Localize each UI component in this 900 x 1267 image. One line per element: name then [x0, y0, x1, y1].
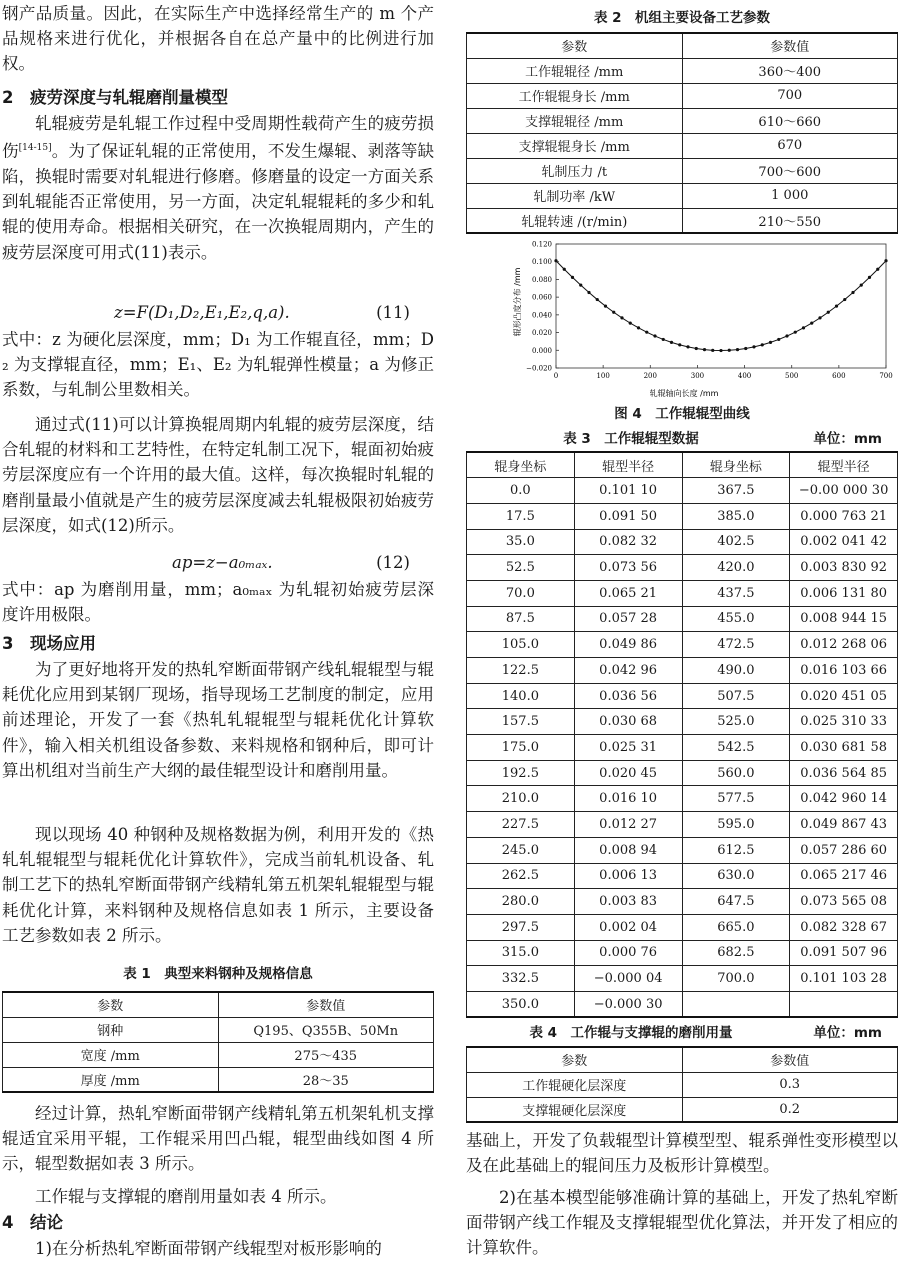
table-cell: 0.002 041 42: [790, 529, 898, 555]
table-header-cell: 参数: [3, 992, 219, 1017]
table-cell: 工作辊辊身长 /mm: [467, 83, 683, 108]
data-point: [596, 298, 599, 301]
table-cell: 157.5: [467, 709, 575, 735]
table-row: [3, 1067, 434, 1092]
data-point: [587, 291, 590, 294]
data-point: [835, 305, 838, 308]
data-point: [851, 291, 854, 294]
data-point: [645, 331, 648, 334]
data-point: [802, 326, 805, 329]
x-tick-label: 400: [737, 372, 752, 380]
table-cell: 0.012 268 06: [790, 632, 898, 658]
table-3-caption: 表 3 工作辊辊型数据: [563, 431, 699, 447]
table-cell: 0.057 286 60: [790, 837, 898, 863]
data-point: [653, 334, 656, 337]
table-cell: 472.5: [682, 632, 790, 658]
table-cell: 0.008 94: [574, 837, 682, 863]
data-point: [637, 326, 640, 329]
table-1-caption: 表 1 典型来料钢种及规格信息: [123, 966, 313, 982]
table-cell: 0.065 21: [574, 580, 682, 606]
data-point: [703, 348, 706, 351]
table-row: [467, 837, 898, 863]
table-row: [467, 83, 898, 108]
table-2: [466, 32, 898, 234]
data-point: [818, 316, 821, 319]
data-point: [620, 316, 623, 319]
table-row: [467, 914, 898, 940]
table-3-caption-row: [466, 427, 898, 447]
table-cell: 0.003 83: [574, 889, 682, 915]
table-cell: 0.030 68: [574, 709, 682, 735]
data-point: [794, 331, 797, 334]
table-4-unit: 单位：mm: [813, 1025, 882, 1041]
table-cell: Q195、Q355B、50Mn: [218, 1017, 434, 1042]
table-header-cell: 参数值: [682, 1047, 898, 1072]
table-cell: 0.025 310 33: [790, 709, 898, 735]
table-cell: 0.008 944 15: [790, 606, 898, 632]
table-cell: 210.0: [467, 786, 575, 812]
paragraph: 经过计算，热轧窄断面带钢产线精轧第五机架轧机支撑辊适宜采用平辊，工作辊采用凹凸辊，辊型曲线如图 4 所示，辊型数据如表 3 所示。: [2, 1104, 434, 1174]
y-tick-label: −0.020: [526, 364, 552, 373]
table-cell: 0.036 56: [574, 683, 682, 709]
table-cell: −0.000 30: [574, 991, 682, 1017]
section-heading-4: 4 结论: [2, 1213, 63, 1232]
table-cell: 490.0: [682, 658, 790, 684]
table-cell: 轧辊转速 /(r/min): [467, 208, 683, 233]
data-point: [884, 259, 887, 262]
formula-number: (12): [376, 553, 410, 572]
section-heading-2: 2 疲劳深度与轧辊磨削量模型: [2, 88, 228, 107]
data-point: [612, 311, 615, 314]
table-cell: −0.00 000 30: [790, 478, 898, 504]
table-row: [467, 966, 898, 992]
table-cell: 670: [682, 133, 898, 158]
data-point: [686, 345, 689, 348]
table-row: [467, 580, 898, 606]
table-cell: 宽度 /mm: [3, 1042, 219, 1067]
table-row: [467, 991, 898, 1017]
data-point: [860, 284, 863, 287]
data-point: [629, 322, 632, 325]
table-header-row: [467, 1047, 898, 1072]
data-point: [719, 349, 722, 352]
table-row: [467, 940, 898, 966]
table-row: [467, 735, 898, 761]
table-cell: 367.5: [682, 478, 790, 504]
data-point: [785, 334, 788, 337]
table-cell: 245.0: [467, 837, 575, 863]
paragraph: [2, 111, 434, 265]
data-point: [777, 338, 780, 341]
table-cell: 0.030 681 58: [790, 735, 898, 761]
table-cell: 0.042 96: [574, 658, 682, 684]
table-cell: 0.082 328 67: [790, 914, 898, 940]
table-cell: 支撑辊辊身长 /mm: [467, 133, 683, 158]
table-cell: 0.091 507 96: [790, 940, 898, 966]
table-cell: 28～35: [218, 1067, 434, 1092]
chart-ylabel: 辊形凸度分布 /mm: [513, 267, 522, 337]
table-cell: 682.5: [682, 940, 790, 966]
chart-xlabel: 轧辊轴向长度 /mm: [649, 389, 719, 398]
paragraph: 基础上，开发了负载辊型计算模型型、辊系弹性变形模型以及在此基础上的辊间压力及板形计算模型。: [466, 1131, 898, 1176]
y-tick-label: 0.120: [531, 240, 552, 249]
table-cell: 280.0: [467, 889, 575, 915]
table-row: [467, 606, 898, 632]
data-point: [728, 349, 731, 352]
data-point: [571, 276, 574, 279]
table-cell: 工作辊辊径 /mm: [467, 58, 683, 83]
chart-series: [554, 259, 887, 352]
table-cell: 0.057 28: [574, 606, 682, 632]
data-point: [843, 298, 846, 301]
table-cell: 0.042 960 14: [790, 786, 898, 812]
table-cell: 192.5: [467, 760, 575, 786]
table-cell: 332.5: [467, 966, 575, 992]
table-cell: 87.5: [467, 606, 575, 632]
table-header-cell: 辊型半径: [574, 452, 682, 478]
paragraph: 现以现场 40 种钢种及规格数据为例，利用开发的《热轧轧辊辊型与辊耗优化计算软件》，完成当前轧机设备、轧制工艺下的热轧窄断面带钢产线精轧第五机架轧辊辊型与辊耗优化计算，来料钢种及规格信息如表 1 所示，主要设备工艺参数如表 2 所示。: [2, 825, 434, 945]
formula-11: [2, 300, 434, 325]
data-point: [662, 338, 665, 341]
table-cell: 轧制压力 /t: [467, 158, 683, 183]
data-point: [736, 348, 739, 351]
table-cell: 钢种: [3, 1017, 219, 1042]
x-tick-label: 0: [553, 372, 559, 380]
table-row: [467, 658, 898, 684]
table-cell: 0.006 13: [574, 863, 682, 889]
table-cell: 297.5: [467, 914, 575, 940]
table-row: [467, 786, 898, 812]
table-row: [467, 863, 898, 889]
table-cell: 210～550: [682, 208, 898, 233]
table-header-cell: 参数: [467, 1047, 683, 1072]
chart-axes: [526, 241, 893, 381]
table-cell: 0.091 50: [574, 503, 682, 529]
table-4: [466, 1046, 898, 1123]
table-cell: 630.0: [682, 863, 790, 889]
table-row: [467, 108, 898, 133]
formula-expression: ap=z−a₀ₘₐₓ.: [172, 553, 273, 572]
paragraph: 工作辊与支撑辊的磨削用量如表 4 所示。: [35, 1187, 337, 1206]
table-cell: 402.5: [682, 529, 790, 555]
paragraph: 式中：ap 为磨削用量，mm；a₀ₘₐₓ 为轧辊初始疲劳层深度许用极限。: [2, 580, 434, 625]
table-row: [467, 183, 898, 208]
data-point: [827, 311, 830, 314]
table-cell: 17.5: [467, 503, 575, 529]
table-cell: 122.5: [467, 658, 575, 684]
table-cell: 0.000 763 21: [790, 503, 898, 529]
table-cell: 支撑辊辊径 /mm: [467, 108, 683, 133]
paragraph: 式中：z 为硬化层深度，mm；D₁ 为工作辊直径，mm；D₂ 为支撑辊直径，mm；E₁、E₂ 为轧辊弹性模量；a 为修正系数，与轧制公里数相关。: [2, 330, 434, 400]
table-cell: 0.049 867 43: [790, 812, 898, 838]
table-header-cell: 辊身坐标: [682, 452, 790, 478]
paragraph: 2)在基本模型能够准确计算的基础上，开发了热轧窄断面带钢产线工作辊及支撑辊辊型优化算法，并开发了相应的计算软件。: [466, 1188, 898, 1258]
table-cell: 525.0: [682, 709, 790, 735]
data-point: [554, 259, 557, 262]
table-cell: 542.5: [682, 735, 790, 761]
table-cell: 厚度 /mm: [3, 1067, 219, 1092]
table-2-caption: 表 2 机组主要设备工艺参数: [593, 10, 771, 26]
y-tick-label: 0.040: [531, 311, 552, 320]
table-4-caption: 表 4 工作辊与支撑辊的磨削用量: [529, 1025, 733, 1041]
table-cell: 0.082 32: [574, 529, 682, 555]
table-cell: 385.0: [682, 503, 790, 529]
table-header-cell: 参数值: [682, 33, 898, 58]
table-row: [467, 760, 898, 786]
table-cell: 577.5: [682, 786, 790, 812]
table-cell: 175.0: [467, 735, 575, 761]
table-cell: 0.101 10: [574, 478, 682, 504]
y-tick-label: 0.060: [531, 293, 552, 302]
data-point: [868, 276, 871, 279]
y-tick-label: 0.000: [531, 346, 552, 355]
x-tick-label: 600: [832, 372, 846, 380]
table-row: [467, 709, 898, 735]
x-tick-label: 700: [879, 372, 893, 380]
table-row: [467, 503, 898, 529]
roll-profile-chart: [504, 238, 896, 400]
table-cell: 140.0: [467, 683, 575, 709]
data-point: [711, 349, 714, 352]
table-row: [467, 58, 898, 83]
table-cell: 700～600: [682, 158, 898, 183]
table-cell: 0.003 830 92: [790, 555, 898, 581]
table-cell: 0.3: [682, 1072, 898, 1097]
table-cell: 轧制功率 /kW: [467, 183, 683, 208]
table-cell: 612.5: [682, 837, 790, 863]
table-cell: [790, 991, 898, 1017]
table-cell: 610～660: [682, 108, 898, 133]
table-header-cell: 参数: [467, 33, 683, 58]
table-cell: 507.5: [682, 683, 790, 709]
table-cell: 0.016 103 66: [790, 658, 898, 684]
formula-number: (11): [376, 303, 410, 322]
table-cell: 350.0: [467, 991, 575, 1017]
table-cell: 360～400: [682, 58, 898, 83]
paragraph-text: 。为了保证轧辊的正常使用，不发生爆辊、剥落等缺陷，换辊时需要对轧辊进行修磨。修磨量的设定一方面关系到轧辊能否正常使用，另一方面，决定轧辊辊耗的多少和轧辊的使用寿命。根据相关研究，在一次换辊周期内，产生的疲劳层深度可用式(11)表示。: [2, 141, 435, 262]
data-point: [744, 347, 747, 350]
table-cell: 0.036 564 85: [790, 760, 898, 786]
table-4-caption-row: [466, 1021, 898, 1041]
table-row: [467, 158, 898, 183]
table-row: [3, 1042, 434, 1067]
table-cell: −0.000 04: [574, 966, 682, 992]
paragraph: 通过式(11)可以计算换辊周期内轧辊的疲劳层深度，结合轧辊的材料和工艺特性，在特定轧制工况下，辊面初始疲劳层深度应有一个许用的最大值。这样，每次换辊时轧辊的磨削量最小值就是产生的疲劳层深度减去轧辊极限初始疲劳层深度，如式(12)所示。: [2, 415, 434, 535]
data-point: [579, 284, 582, 287]
table-header-row: [467, 452, 898, 478]
table-3: [466, 451, 898, 1018]
citation: [14-15]: [18, 143, 52, 154]
table-cell: 455.0: [682, 606, 790, 632]
table-cell: 227.5: [467, 812, 575, 838]
table-cell: 0.101 103 28: [790, 966, 898, 992]
y-tick-label: 0.100: [531, 258, 552, 267]
figure-4-caption: 图 4 工作辊辊型曲线: [614, 406, 750, 422]
table-row: [467, 812, 898, 838]
table-cell: [682, 991, 790, 1017]
data-point: [604, 305, 607, 308]
table-cell: 0.2: [682, 1097, 898, 1122]
paragraph: 钢产品质量。因此，在实际生产中选择经常生产的 m 个产品规格来进行优化，并根据各自在总产量中的比例进行加权。: [2, 4, 434, 74]
table-row: [467, 208, 898, 233]
table-row: [467, 555, 898, 581]
table-cell: 0.065 217 46: [790, 863, 898, 889]
table-cell: 0.002 04: [574, 914, 682, 940]
table-3-unit: 单位：mm: [813, 431, 882, 447]
table-row: [467, 889, 898, 915]
table-row: [467, 133, 898, 158]
x-tick-label: 200: [643, 372, 657, 380]
paragraph: 1)在分析热轧窄断面带钢产线辊型对板形影响的: [35, 1239, 382, 1258]
table-header-cell: 辊身坐标: [467, 452, 575, 478]
table-cell: 437.5: [682, 580, 790, 606]
section-heading-3: 3 现场应用: [2, 634, 96, 653]
table-cell: 647.5: [682, 889, 790, 915]
table-1: [2, 991, 434, 1093]
table-cell: 0.020 45: [574, 760, 682, 786]
table-cell: 0.049 86: [574, 632, 682, 658]
table-cell: 1 000: [682, 183, 898, 208]
paragraph: 为了更好地将开发的热轧窄断面带钢产线轧辊辊型与辊耗优化应用到某钢厂现场，指导现场工艺制度的制定，应用前述理论，开发了一套《热轧轧辊辊型与辊耗优化计算软件》，输入相关机组设备参数、来料规格和钢种后，即可计算出机组对当前生产大纲的最佳辊型设计和磨削用量。: [2, 660, 434, 780]
table-header-row: [3, 992, 434, 1017]
y-tick-label: 0.020: [531, 329, 552, 338]
data-point: [810, 322, 813, 325]
table-cell: 700: [682, 83, 898, 108]
table-cell: 315.0: [467, 940, 575, 966]
table-cell: 560.0: [682, 760, 790, 786]
data-point: [695, 347, 698, 350]
table-row: [467, 683, 898, 709]
table-row: [467, 478, 898, 504]
table-cell: 0.020 451 05: [790, 683, 898, 709]
table-cell: 105.0: [467, 632, 575, 658]
table-cell: 0.012 27: [574, 812, 682, 838]
data-point: [761, 343, 764, 346]
data-point: [678, 343, 681, 346]
x-tick-label: 100: [596, 372, 610, 380]
data-point: [752, 345, 755, 348]
table-header-cell: 辊型半径: [790, 452, 898, 478]
y-tick-label: 0.080: [531, 275, 552, 284]
table-cell: 700.0: [682, 966, 790, 992]
table-cell: 0.073 56: [574, 555, 682, 581]
data-point: [670, 341, 673, 344]
table-header-cell: 参数值: [218, 992, 434, 1017]
table-header-row: [467, 33, 898, 58]
data-point: [769, 341, 772, 344]
table-cell: 665.0: [682, 914, 790, 940]
table-row: [3, 1017, 434, 1042]
data-point: [563, 268, 566, 271]
table-cell: 0.025 31: [574, 735, 682, 761]
table-cell: 595.0: [682, 812, 790, 838]
table-cell: 35.0: [467, 529, 575, 555]
table-cell: 275～435: [218, 1042, 434, 1067]
table-row: [467, 632, 898, 658]
table-cell: 420.0: [682, 555, 790, 581]
table-cell: 工作辊硬化层深度: [467, 1072, 683, 1097]
table-cell: 262.5: [467, 863, 575, 889]
table-cell: 0.000 76: [574, 940, 682, 966]
table-row: [467, 1097, 898, 1122]
data-point: [876, 268, 879, 271]
table-cell: 52.5: [467, 555, 575, 581]
table-cell: 支撑辊硬化层深度: [467, 1097, 683, 1122]
formula-12: [2, 550, 434, 575]
x-tick-label: 300: [690, 372, 705, 380]
table-row: [467, 529, 898, 555]
formula-expression: z=F(D₁,D₂,E₁,E₂,q,a).: [114, 303, 290, 322]
x-tick-label: 500: [785, 372, 799, 380]
table-cell: 0.0: [467, 478, 575, 504]
table-row: [467, 1072, 898, 1097]
paragraph-text: 轧辊疲劳是轧辊工作过程中受周期性载荷产生的疲劳损伤: [2, 114, 434, 161]
table-cell: 0.006 131 80: [790, 580, 898, 606]
table-cell: 70.0: [467, 580, 575, 606]
table-cell: 0.016 10: [574, 786, 682, 812]
table-cell: 0.073 565 08: [790, 889, 898, 915]
